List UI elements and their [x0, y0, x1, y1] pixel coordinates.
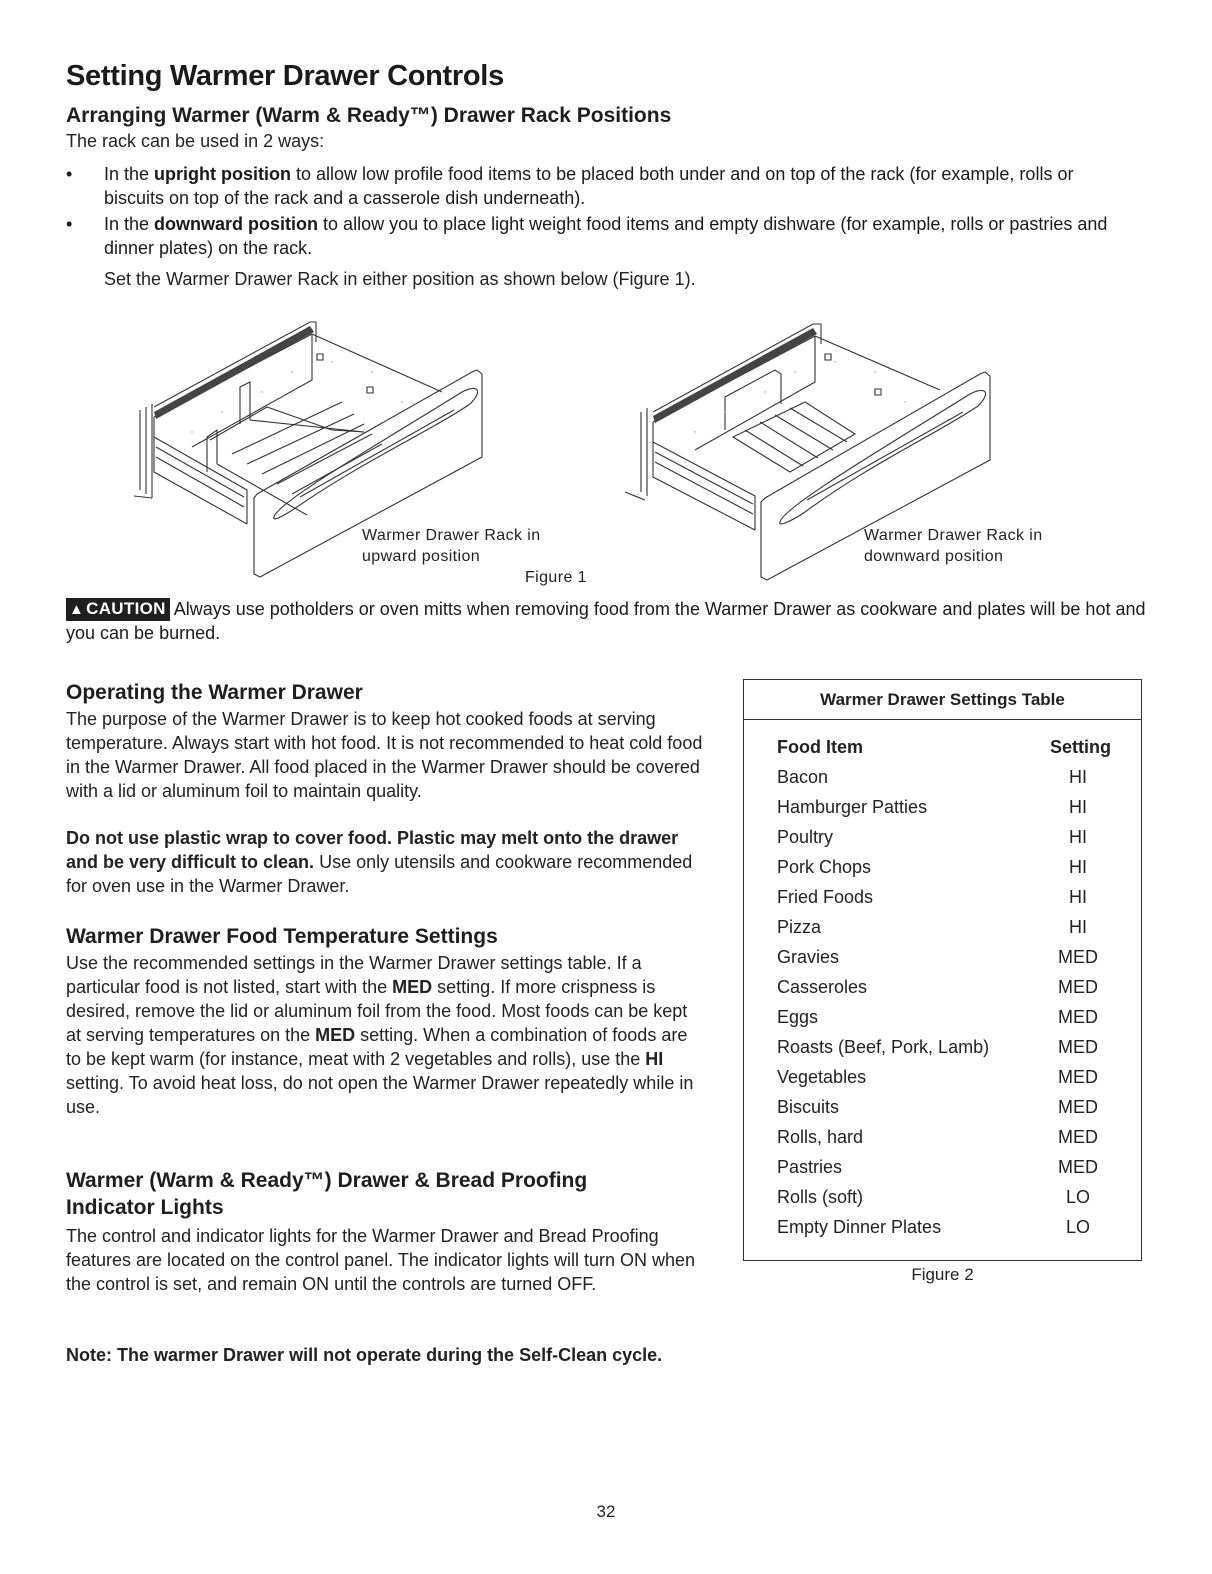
- table-row: [777, 1122, 1111, 1152]
- food-item-cell: Gravies: [777, 947, 840, 967]
- food-item-cell: Empty Dinner Plates: [777, 1217, 942, 1237]
- caution-badge: ▲ CAUTION: [66, 598, 170, 621]
- drawer-illustration-downward: [615, 312, 1085, 587]
- food-item-cell: Fried Foods: [777, 887, 874, 907]
- food-item-cell: Pastries: [777, 1157, 843, 1177]
- rack-positions-heading: Arranging Warmer (Warm & Ready™) Drawer Rack Positions: [66, 104, 672, 127]
- setting-cell: MED: [1058, 1067, 1098, 1087]
- setting-cell: MED: [1058, 1127, 1098, 1147]
- setting-cell: HI: [1069, 917, 1087, 937]
- table-row: [777, 1182, 1111, 1212]
- setting-cell: MED: [1058, 977, 1098, 997]
- table-row: [777, 1032, 1111, 1062]
- column-header-food: Food Item: [777, 737, 863, 757]
- table-row: [777, 882, 1111, 912]
- upward-position-label: Warmer Drawer Rack in upward position: [362, 527, 541, 565]
- self-clean-note: Note: The warmer Drawer will not operate during the Self-Clean cycle.: [66, 1345, 663, 1365]
- rack-intro: The rack can be used in 2 ways:: [66, 131, 325, 151]
- table-body: [744, 720, 1141, 1242]
- operating-heading: Operating the Warmer Drawer: [66, 681, 363, 704]
- list-item-upright: • In the upright position to allow low profile food items to be placed both under and on top of the rack (for example, rolls or biscuits on top of the rack and a casserole dish underneath).: [66, 164, 1074, 208]
- setting-cell: HI: [1069, 827, 1087, 847]
- drawer-illustration-upward: [132, 312, 602, 587]
- table-row: [777, 1212, 1111, 1242]
- food-item-cell: Bacon: [777, 767, 829, 787]
- food-item-cell: Pork Chops: [777, 857, 872, 877]
- table-row: [777, 1092, 1111, 1122]
- table-title: Warmer Drawer Settings Table: [744, 680, 1141, 720]
- food-item-cell: Hamburger Patties: [777, 797, 928, 817]
- table-row: [777, 912, 1111, 942]
- setting-cell: MED: [1058, 1037, 1098, 1057]
- warmer-settings-table: [743, 679, 1142, 1261]
- table-row: [777, 792, 1111, 822]
- caution-text: Always use potholders or oven mitts when removing food from the Warmer Drawer as cookware and plates will be hot and you can be burned.: [66, 599, 1146, 643]
- caution-notice: [66, 597, 1146, 645]
- rack-usage-list: [66, 162, 1126, 262]
- setting-cell: MED: [1058, 947, 1098, 967]
- setting-cell: MED: [1058, 1097, 1098, 1117]
- set-rack-instruction: Set the Warmer Drawer Rack in either position as shown below (Figure 1).: [104, 269, 696, 289]
- setting-cell: MED: [1058, 1007, 1098, 1027]
- food-item-cell: Pizza: [777, 917, 822, 937]
- figure-1-caption: Figure 1: [525, 569, 587, 586]
- setting-cell: HI: [1069, 887, 1087, 907]
- setting-cell: LO: [1065, 1187, 1090, 1207]
- bullet-icon: •: [66, 214, 73, 234]
- upright-position-term: upright position: [154, 164, 292, 184]
- column-header-setting: Setting: [1050, 737, 1111, 757]
- table-row: [777, 1062, 1111, 1092]
- indicator-lights-paragraph: The control and indicator lights for the Warmer Drawer and Bread Proofing features are located on the control panel. The indicator lights will turn ON when the control is set, and remain ON until the controls are turned OFF.: [66, 1226, 696, 1294]
- indicator-lights-heading: Warmer (Warm & Ready™) Drawer & Bread Proofing Indicator Lights: [66, 1169, 588, 1219]
- table-row: [777, 1002, 1111, 1032]
- food-item-cell: Casseroles: [777, 977, 868, 997]
- temperature-settings-heading: Warmer Drawer Food Temperature Settings: [66, 925, 498, 948]
- setting-cell: HI: [1069, 857, 1087, 877]
- downward-position-label: Warmer Drawer Rack in downward position: [864, 527, 1043, 565]
- table-row: [777, 1152, 1111, 1182]
- plastic-wrap-warning: Do not use plastic wrap to cover food. Plastic may melt onto the drawer and be very difficult to clean. Use only utensils and cookware recommended for oven use in the Warmer Drawer.: [66, 828, 693, 896]
- food-item-cell: Poultry: [777, 827, 834, 847]
- food-item-cell: Rolls, hard: [777, 1127, 864, 1147]
- figure-2-caption: Figure 2: [911, 1265, 974, 1284]
- table-row: [777, 762, 1111, 792]
- page-number: 32: [596, 1502, 616, 1521]
- setting-cell: LO: [1065, 1217, 1090, 1237]
- food-item-cell: Rolls (soft): [777, 1187, 864, 1207]
- setting-cell: HI: [1069, 767, 1087, 787]
- table-header-row: [777, 732, 1111, 762]
- list-item-downward: • In the downward position to allow you to place light weight food items and empty dishware (for example, rolls or pastries and dinner plates) on the rack.: [66, 214, 1108, 258]
- table-row: [777, 822, 1111, 852]
- bullet-icon: •: [66, 164, 73, 184]
- food-item-cell: Vegetables: [777, 1067, 867, 1087]
- setting-cell: HI: [1069, 797, 1087, 817]
- operating-paragraph: The purpose of the Warmer Drawer is to keep hot cooked foods at serving temperature. Always start with hot food. It is not recommended to heat cold food in the Warmer Drawer. All food placed in the Warmer Drawer should be covered with a lid or aluminum foil to maintain quality.: [66, 709, 703, 801]
- temperature-settings-paragraph: Use the recommended settings in the Warmer Drawer settings table. If a particular food is not listed, start with the MED setting. If more crispness is desired, remove the lid or aluminum foil from the food. Most foods can be kept at serving temperatures on the MED setting. When a combination of foods are to be kept warm (for instance, meat with 2 vegetables and rolls), use the HI setting. To avoid heat loss, do not open the Warmer Drawer repeatedly while in use.: [66, 953, 694, 1117]
- downward-position-term: downward position: [154, 214, 319, 234]
- page-title: Setting Warmer Drawer Controls: [66, 60, 504, 92]
- table-row: [777, 852, 1111, 882]
- setting-cell: MED: [1058, 1157, 1098, 1177]
- table-row: [777, 972, 1111, 1002]
- warning-triangle-icon: ▲: [69, 601, 85, 618]
- food-item-cell: Eggs: [777, 1007, 819, 1027]
- table-row: [777, 942, 1111, 972]
- food-item-cell: Biscuits: [777, 1097, 840, 1117]
- food-item-cell: Roasts (Beef, Pork, Lamb): [777, 1037, 990, 1057]
